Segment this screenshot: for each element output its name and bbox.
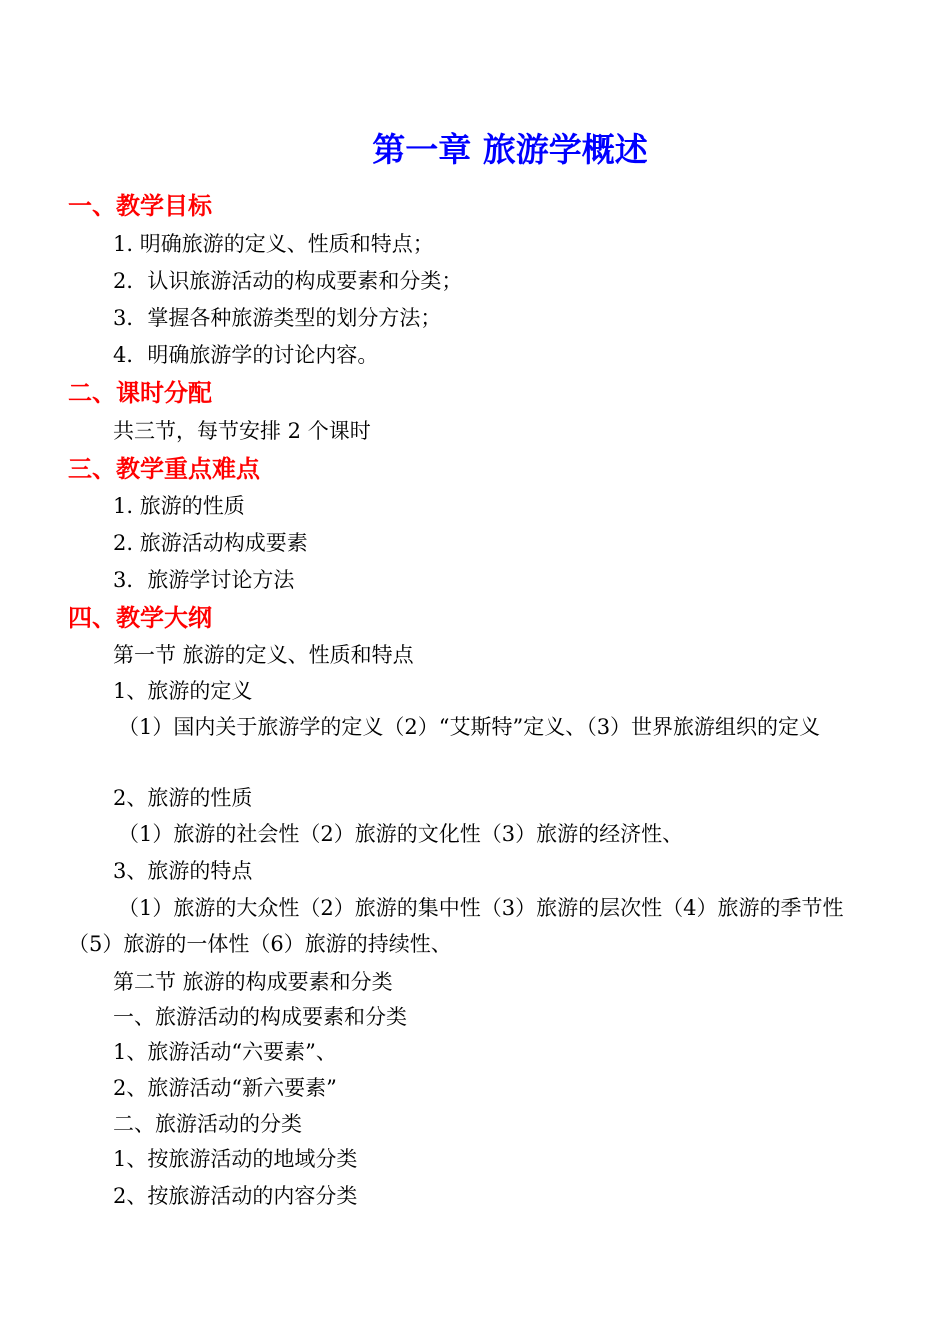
goal-item-3: 3．掌握各种旅游类型的划分方法；: [113, 306, 442, 330]
outline-line: （1）旅游的社会性（2）旅游的文化性（3）旅游的经济性、: [118, 822, 684, 846]
outline-line: 第一节 旅游的定义、性质和特点: [113, 643, 414, 667]
outline-paragraph: （1）旅游的大众性（2）旅游的集中性（3）旅游的层次性（4）旅游的季节性（5）旅游的一体性（6）旅游的持续性、: [68, 896, 844, 956]
section-heading-outline: 四、教学大纲: [68, 604, 212, 632]
key-point-2: 2. 旅游活动构成要素: [113, 531, 308, 555]
hours-item: 共三节，每节安排 2 个课时: [113, 419, 371, 443]
key-point-3: 3．旅游学讨论方法: [113, 568, 295, 592]
goal-item-1: 1. 明确旅游的定义、性质和特点；: [113, 232, 434, 256]
goal-item-4: 4．明确旅游学的讨论内容。: [113, 343, 379, 367]
chapter-title: 第一章 旅游学概述: [372, 130, 648, 169]
section-heading-key-points: 三、教学重点难点: [68, 455, 260, 483]
outline-line: 2、旅游的性质: [113, 786, 253, 810]
outline-paragraph: （1）国内关于旅游学的定义（2）“艾斯特”定义、（3）世界旅游组织的定义: [118, 715, 821, 739]
outline-line: 1、旅游的定义: [113, 679, 253, 703]
outline-line: 2、按旅游活动的内容分类: [113, 1184, 358, 1208]
outline-line: 一、旅游活动的构成要素和分类: [113, 1005, 407, 1029]
outline-line: 1、按旅游活动的地域分类: [113, 1147, 358, 1171]
outline-line: 3、旅游的特点: [113, 859, 253, 883]
key-point-1: 1. 旅游的性质: [113, 494, 245, 518]
outline-line: 二、旅游活动的分类: [113, 1112, 302, 1136]
outline-line: 2、旅游活动“新六要素”: [113, 1076, 337, 1100]
section-heading-hours: 二、课时分配: [68, 379, 212, 407]
outline-line: 1、旅游活动“六要素”、: [113, 1040, 337, 1064]
section-heading-goals: 一、教学目标: [68, 192, 212, 220]
outline-line: 第二节 旅游的构成要素和分类: [113, 970, 393, 994]
goal-item-2: 2．认识旅游活动的构成要素和分类；: [113, 269, 463, 293]
